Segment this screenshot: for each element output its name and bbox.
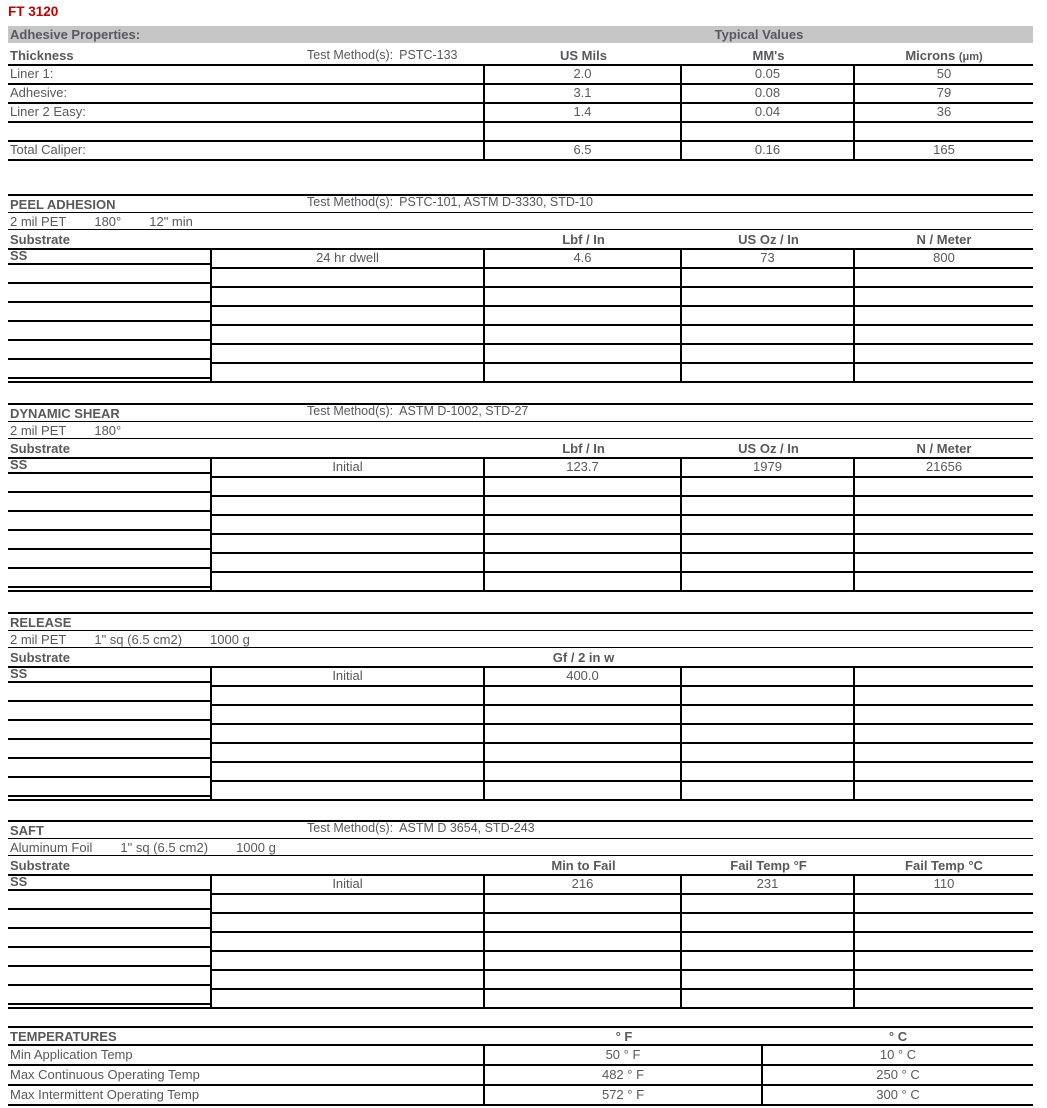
substrate-cell xyxy=(8,740,210,759)
cell-microns: 50 xyxy=(936,66,952,81)
cell-condition xyxy=(212,744,485,761)
test-method-label: Test Method(s): xyxy=(307,404,394,418)
cell-value xyxy=(855,744,1033,761)
table-row xyxy=(8,85,1033,104)
cell-fahrenheit: 572 ° F xyxy=(485,1086,763,1104)
substrate-label: Substrate xyxy=(10,649,70,665)
substrate-table xyxy=(8,250,1033,383)
cell-value xyxy=(485,288,682,305)
table-row-empty xyxy=(212,971,1033,990)
cell-value xyxy=(855,952,1033,969)
substrate-cell: SS xyxy=(8,459,210,474)
condition: 1" sq (6.5 cm2) xyxy=(120,839,209,855)
table-row-empty xyxy=(212,914,1033,933)
substrate-cell xyxy=(8,512,210,531)
cell-value xyxy=(855,990,1033,1007)
section-title-row xyxy=(8,194,1033,213)
cell-condition: Initial xyxy=(212,668,485,685)
table-row-empty xyxy=(212,763,1033,782)
row-label: Max Intermittent Operating Temp xyxy=(8,1086,485,1104)
substrate-cell xyxy=(8,531,210,550)
row-label xyxy=(8,123,485,140)
cell-us-mils: 1.4 xyxy=(485,104,682,121)
cell-value xyxy=(682,554,855,571)
column-header-microns xyxy=(855,48,1033,63)
cell-value xyxy=(855,725,1033,742)
cell-condition xyxy=(212,535,485,552)
column-header-f: ° F xyxy=(615,1028,633,1044)
cell-value xyxy=(682,668,855,685)
microns-unit: (μm) xyxy=(958,51,983,63)
table-row-empty xyxy=(212,895,1033,914)
condition: 180° xyxy=(94,213,122,229)
cell-value xyxy=(485,990,682,1007)
cell-value xyxy=(485,573,682,590)
cell-value: 400.0 xyxy=(485,668,682,685)
cell-value xyxy=(855,516,1033,533)
cell-value xyxy=(855,326,1033,343)
cell-value xyxy=(855,914,1033,931)
cell-value xyxy=(485,914,682,931)
section-saft xyxy=(8,820,1033,1009)
cell-microns: 165 xyxy=(933,142,955,157)
row-label: Liner 1: xyxy=(8,66,485,83)
values-columns xyxy=(212,250,1033,381)
table-row-empty xyxy=(212,478,1033,497)
cell-value xyxy=(682,269,855,286)
temperatures-title: TEMPERATURES xyxy=(10,1028,117,1044)
cell-value: 1979 xyxy=(682,459,855,476)
cell-microns xyxy=(855,123,1033,140)
test-method-value: PSTC-133 xyxy=(399,48,458,62)
product-code-title: FT 3120 xyxy=(8,4,59,19)
table-row-empty xyxy=(212,573,1033,590)
cell-value xyxy=(485,971,682,988)
table-row xyxy=(8,1066,1033,1086)
substrate-label: Substrate xyxy=(10,857,70,873)
table-row-empty xyxy=(212,535,1033,554)
cell-condition xyxy=(212,326,485,343)
substrate-column xyxy=(8,876,212,1007)
cell-value: 123.7 xyxy=(485,459,682,476)
cell-value xyxy=(682,725,855,742)
substrate-cell xyxy=(8,967,210,986)
cell-value xyxy=(485,326,682,343)
cell-value xyxy=(682,516,855,533)
column-header: N / Meter xyxy=(916,440,972,456)
cell-value xyxy=(682,763,855,780)
column-header: Fail Temp °F xyxy=(730,857,807,873)
cell-value: 800 xyxy=(933,250,955,265)
condition: Aluminum Foil xyxy=(10,839,93,855)
cell-value xyxy=(485,269,682,286)
section-title: SAFT xyxy=(10,822,44,838)
cell-fahrenheit: 482 ° F xyxy=(485,1066,763,1084)
section-test-method xyxy=(307,613,313,627)
row-label: Max Continuous Operating Temp xyxy=(8,1066,485,1084)
table-row xyxy=(212,668,1033,687)
cell-value xyxy=(682,326,855,343)
cell-value xyxy=(682,364,855,381)
cell-value xyxy=(485,706,682,723)
cell-value xyxy=(855,269,1033,286)
table-row xyxy=(8,66,1033,85)
substrate-cell xyxy=(8,683,210,702)
cell-value xyxy=(682,497,855,514)
cell-us-mils: 6.5 xyxy=(485,142,682,159)
cell-condition xyxy=(212,345,485,362)
condition: 180° xyxy=(94,422,122,438)
cell-value xyxy=(485,952,682,969)
cell-microns: 36 xyxy=(936,104,952,119)
table-row xyxy=(212,250,1033,269)
thickness-label: Thickness xyxy=(10,48,74,63)
cell-value xyxy=(855,573,1033,590)
cell-value xyxy=(855,535,1033,552)
conditions-row xyxy=(8,213,1033,230)
substrate-cell: SS xyxy=(8,250,210,265)
cell-condition xyxy=(212,307,485,324)
cell-condition xyxy=(212,706,485,723)
cell-value xyxy=(682,952,855,969)
cell-celsius: 10 ° C xyxy=(879,1047,917,1062)
substrate-cell xyxy=(8,702,210,721)
section-temperatures xyxy=(8,1026,1033,1106)
section-test-method xyxy=(307,821,535,835)
table-row-empty xyxy=(212,706,1033,725)
cell-condition xyxy=(212,971,485,988)
table-row xyxy=(212,459,1033,478)
cell-value xyxy=(855,763,1033,780)
table-row-empty xyxy=(212,364,1033,381)
conditions-row xyxy=(8,839,1033,856)
cell-us-mils: 2.0 xyxy=(485,66,682,83)
substrate-cell xyxy=(8,303,210,322)
column-header-c: ° C xyxy=(888,1028,908,1044)
cell-value xyxy=(682,307,855,324)
column-header: N / Meter xyxy=(916,231,972,247)
substrate-label: Substrate xyxy=(10,231,70,247)
cell-value xyxy=(485,345,682,362)
cell-value xyxy=(682,782,855,799)
column-header: Gf / 2 in w xyxy=(552,649,615,665)
adhesive-properties-label: Adhesive Properties: xyxy=(10,27,141,42)
cell-value: 216 xyxy=(485,876,682,893)
row-label: Liner 2 Easy: xyxy=(8,104,485,121)
column-header: Min to Fail xyxy=(551,857,616,873)
cell-condition xyxy=(212,952,485,969)
cell-mm: 0.04 xyxy=(682,104,855,121)
cell-condition xyxy=(212,687,485,704)
cell-value xyxy=(682,687,855,704)
cell-value xyxy=(682,345,855,362)
temperatures-header-row xyxy=(8,1026,1033,1046)
condition: 2 mil PET xyxy=(10,631,67,647)
section-title-row xyxy=(8,820,1033,839)
values-columns xyxy=(212,459,1033,590)
row-label: Adhesive: xyxy=(8,85,485,102)
substrate-cell xyxy=(8,759,210,778)
thickness-table xyxy=(8,64,1033,161)
cell-mm: 0.05 xyxy=(682,66,855,83)
test-method-label: Test Method(s): xyxy=(307,195,394,209)
cell-value xyxy=(855,895,1033,912)
cell-value xyxy=(682,706,855,723)
cell-value xyxy=(855,497,1033,514)
section-test-method xyxy=(307,195,593,209)
conditions-row xyxy=(8,631,1033,648)
cell-value xyxy=(485,782,682,799)
table-row-empty xyxy=(212,782,1033,799)
condition: 2 mil PET xyxy=(10,422,67,438)
substrate-label: Substrate xyxy=(10,440,70,456)
cell-value xyxy=(682,895,855,912)
cell-value xyxy=(682,914,855,931)
substrate-cell xyxy=(8,778,210,797)
condition: 2 mil PET xyxy=(10,213,67,229)
column-header: Lbf / In xyxy=(562,440,605,456)
cell-value xyxy=(485,364,682,381)
cell-value xyxy=(485,516,682,533)
cell-mm: 0.08 xyxy=(682,85,855,102)
cell-condition xyxy=(212,763,485,780)
cell-value: 21656 xyxy=(925,459,963,474)
test-method-value: ASTM D-1002, STD-27 xyxy=(399,404,529,418)
section-title-row xyxy=(8,403,1033,422)
condition: 1" sq (6.5 cm2) xyxy=(94,631,183,647)
cell-value xyxy=(855,307,1033,324)
substrate-cell xyxy=(8,550,210,569)
table-row xyxy=(8,142,1033,161)
cell-value xyxy=(682,971,855,988)
cell-value xyxy=(485,895,682,912)
table-row-empty xyxy=(212,687,1033,706)
table-row-empty xyxy=(212,288,1033,307)
cell-condition xyxy=(212,554,485,571)
cell-value: 231 xyxy=(682,876,855,893)
thickness-test-method xyxy=(307,48,458,62)
condition: 1000 g xyxy=(210,631,250,647)
table-row-empty xyxy=(212,345,1033,364)
cell-condition xyxy=(212,895,485,912)
column-header: US Oz / In xyxy=(738,440,799,456)
table-row xyxy=(8,104,1033,123)
cell-value: 73 xyxy=(682,250,855,267)
cell-condition xyxy=(212,782,485,799)
cell-fahrenheit: 50 ° F xyxy=(485,1046,763,1064)
cell-condition xyxy=(212,269,485,286)
section-release xyxy=(8,612,1033,801)
table-row-empty xyxy=(212,497,1033,516)
cell-value xyxy=(682,744,855,761)
substrate-cell xyxy=(8,986,210,1005)
test-method-label: Test Method(s): xyxy=(307,821,394,835)
cell-value xyxy=(682,478,855,495)
cell-value xyxy=(855,364,1033,381)
cell-condition xyxy=(212,516,485,533)
substrate-cell: SS xyxy=(8,668,210,683)
substrate-cell xyxy=(8,721,210,740)
cell-condition xyxy=(212,725,485,742)
substrate-cell xyxy=(8,948,210,967)
table-row-empty xyxy=(212,952,1033,971)
test-method-value: ASTM D 3654, STD-243 xyxy=(399,821,535,835)
substrate-column xyxy=(8,250,212,381)
condition: 12" min xyxy=(149,213,193,229)
condition: 1000 g xyxy=(236,839,276,855)
cell-value: 110 xyxy=(933,876,955,891)
values-columns xyxy=(212,668,1033,799)
table-row-empty xyxy=(212,744,1033,763)
cell-condition: Initial xyxy=(212,459,485,476)
section-title: RELEASE xyxy=(10,614,72,630)
cell-condition xyxy=(212,573,485,590)
cell-value xyxy=(855,687,1033,704)
substrate-cell xyxy=(8,322,210,341)
table-row xyxy=(8,1086,1033,1106)
substrate-cell xyxy=(8,265,210,284)
substrate-column xyxy=(8,459,212,590)
substrate-header-row xyxy=(8,439,1033,459)
column-header-us-mils: US Mils xyxy=(560,48,607,63)
substrate-header-row xyxy=(8,230,1033,250)
section-title: DYNAMIC SHEAR xyxy=(10,405,120,421)
cell-condition: 24 hr dwell xyxy=(212,250,485,267)
cell-microns: 79 xyxy=(936,85,952,100)
substrate-cell xyxy=(8,360,210,379)
cell-value xyxy=(485,535,682,552)
table-row-empty xyxy=(212,307,1033,326)
table-row-empty xyxy=(212,933,1033,952)
cell-condition xyxy=(212,914,485,931)
substrate-table xyxy=(8,876,1033,1009)
cell-value xyxy=(485,478,682,495)
cell-value xyxy=(682,288,855,305)
cell-value: 4.6 xyxy=(485,250,682,267)
section-peel-adhesion xyxy=(8,194,1033,383)
row-label: Total Caliper: xyxy=(8,142,485,159)
conditions-row xyxy=(8,422,1033,439)
typical-values-label: Typical Values xyxy=(714,27,804,42)
values-columns xyxy=(212,876,1033,1007)
table-row-empty xyxy=(212,554,1033,573)
column-header: Fail Temp °C xyxy=(905,857,983,873)
cell-us-mils: 3.1 xyxy=(485,85,682,102)
test-method-value: PSTC-101, ASTM D-3330, STD-10 xyxy=(399,195,593,209)
cell-value xyxy=(485,497,682,514)
substrate-cell xyxy=(8,493,210,512)
cell-value xyxy=(485,687,682,704)
cell-value xyxy=(485,763,682,780)
cell-condition xyxy=(212,478,485,495)
cell-condition xyxy=(212,933,485,950)
cell-value xyxy=(855,971,1033,988)
cell-value xyxy=(855,478,1033,495)
cell-celsius: 250 ° C xyxy=(876,1067,920,1082)
column-header: Lbf / In xyxy=(562,231,605,247)
table-row-empty xyxy=(212,516,1033,535)
cell-mm: 0.16 xyxy=(682,142,855,159)
substrate-cell xyxy=(8,929,210,948)
cell-value xyxy=(682,535,855,552)
cell-value xyxy=(485,744,682,761)
cell-mm xyxy=(682,123,855,140)
row-label: Min Application Temp xyxy=(8,1046,485,1064)
cell-us-mils xyxy=(485,123,682,140)
table-row-empty xyxy=(212,326,1033,345)
substrate-cell xyxy=(8,284,210,303)
cell-value xyxy=(682,990,855,1007)
table-row xyxy=(8,1046,1033,1066)
substrate-cell xyxy=(8,569,210,588)
column-header: US Oz / In xyxy=(738,231,799,247)
cell-value xyxy=(855,933,1033,950)
thickness-header-row xyxy=(8,43,1033,64)
cell-value xyxy=(855,554,1033,571)
cell-celsius: 300 ° C xyxy=(876,1087,920,1102)
table-row-empty xyxy=(8,123,1033,142)
substrate-cell: SS xyxy=(8,876,210,891)
section-title-row xyxy=(8,612,1033,631)
substrate-cell xyxy=(8,341,210,360)
cell-value xyxy=(485,725,682,742)
section-test-method xyxy=(307,404,528,418)
section-title: PEEL ADHESION xyxy=(10,196,116,212)
substrate-header-row xyxy=(8,856,1033,876)
cell-value xyxy=(855,345,1033,362)
cell-condition xyxy=(212,990,485,1007)
substrate-table xyxy=(8,459,1033,592)
table-row-empty xyxy=(212,725,1033,744)
cell-condition xyxy=(212,497,485,514)
substrate-cell xyxy=(8,910,210,929)
substrate-cell xyxy=(8,474,210,493)
adhesive-properties-bar xyxy=(8,26,1033,43)
cell-value xyxy=(682,933,855,950)
substrate-column xyxy=(8,668,212,799)
column-header-mms: MM's xyxy=(752,48,785,63)
cell-value xyxy=(485,307,682,324)
cell-value xyxy=(855,706,1033,723)
cell-value xyxy=(855,668,1033,685)
cell-condition xyxy=(212,364,485,381)
cell-value xyxy=(855,288,1033,305)
substrate-table xyxy=(8,668,1033,801)
test-method-label: Test Method(s): xyxy=(307,48,394,62)
cell-value xyxy=(855,782,1033,799)
table-row-empty xyxy=(212,990,1033,1007)
substrate-cell xyxy=(8,891,210,910)
cell-value xyxy=(682,573,855,590)
cell-condition: Initial xyxy=(212,876,485,893)
cell-condition xyxy=(212,288,485,305)
cell-value xyxy=(485,554,682,571)
table-row xyxy=(212,876,1033,895)
section-dynamic-shear xyxy=(8,403,1033,592)
cell-value xyxy=(485,933,682,950)
substrate-header-row xyxy=(8,648,1033,668)
table-row-empty xyxy=(212,269,1033,288)
microns-label: Microns xyxy=(905,48,956,63)
